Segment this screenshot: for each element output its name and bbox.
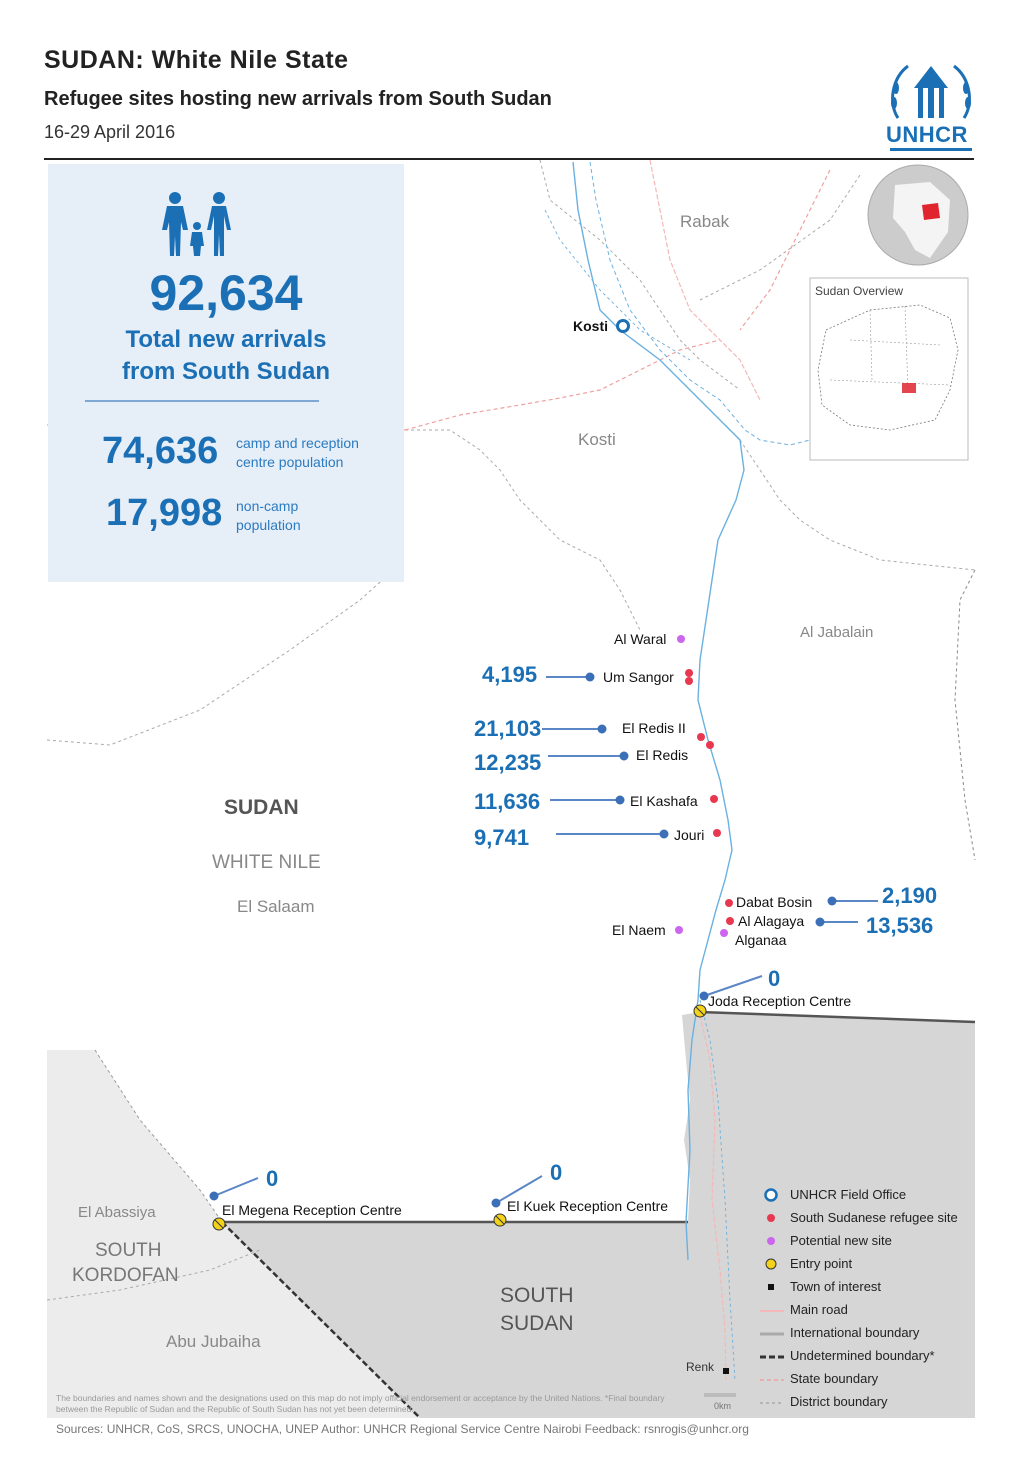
legend-state-boundary: State boundary bbox=[790, 1371, 879, 1386]
stats-panel bbox=[48, 164, 404, 582]
total-arrivals-label-line2: from South Sudan bbox=[122, 358, 330, 385]
sudan-overview-inset bbox=[810, 278, 968, 460]
inset-title: Sudan Overview bbox=[815, 284, 904, 298]
map-subtitle: Refugee sites hosting new arrivals from South Sudan bbox=[44, 88, 552, 110]
map-date: 16-29 April 2016 bbox=[44, 122, 176, 142]
entry-value-joda: 0 bbox=[768, 966, 781, 991]
camp-population-value: 74,636 bbox=[102, 430, 219, 472]
region-al-jabalain: Al Jabalain bbox=[800, 624, 874, 641]
legend-refugee-site: South Sudanese refugee site bbox=[790, 1210, 958, 1225]
legend-field-office: UNHCR Field Office bbox=[790, 1187, 907, 1202]
header-rule bbox=[44, 158, 974, 160]
legend-entry-point: Entry point bbox=[790, 1256, 853, 1271]
region-el-abassiya: El Abassiya bbox=[78, 1204, 156, 1221]
entry-label-joda: Joda Reception Centre bbox=[708, 993, 852, 1009]
region-south-kordofan-1: SOUTH bbox=[95, 1240, 162, 1261]
map-disclaimer: The boundaries and names shown and the designations used on this map do not imply official endorsement or acceptance by the United Nations. *Final boundary between the Republic of Sudan and the Republic of South Sudan has not yet been determined. bbox=[56, 1393, 665, 1414]
legend-undetermined-boundary: Undetermined boundary* bbox=[790, 1348, 935, 1363]
kosti-field-office-marker bbox=[618, 321, 629, 332]
unhcr-logo bbox=[884, 58, 978, 154]
site-label-el-naem: El Naem bbox=[612, 922, 666, 938]
entry-label-el-kuek: El Kuek Reception Centre bbox=[507, 1198, 669, 1214]
legend-town: Town of interest bbox=[790, 1279, 882, 1294]
renk-town-marker bbox=[723, 1368, 729, 1374]
unhcr-logo-text: UNHCR bbox=[886, 122, 968, 147]
site-label-dabat-bosin: Dabat Bosin bbox=[736, 894, 813, 910]
entry-label-el-megena: El Megena Reception Centre bbox=[222, 1202, 402, 1218]
total-arrivals-label bbox=[73, 324, 379, 388]
site-label-al-waral: Al Waral bbox=[614, 631, 667, 647]
total-arrivals-label-line1: Total new arrivals bbox=[125, 326, 327, 353]
globe-inset bbox=[868, 165, 968, 265]
site-label-jouri: Jouri bbox=[674, 827, 705, 843]
site-value-um-sangor: 4,195 bbox=[482, 662, 538, 687]
site-label-al-alagaya: Al Alagaya bbox=[738, 913, 805, 929]
map-title: SUDAN: White Nile State bbox=[44, 46, 349, 74]
legend-district-boundary: District boundary bbox=[790, 1394, 888, 1409]
site-value-jouri: 9,741 bbox=[474, 825, 530, 850]
site-value-dabat-bosin: 2,190 bbox=[882, 883, 938, 908]
family-icon bbox=[160, 192, 234, 258]
region-el-salaam: El Salaam bbox=[237, 897, 315, 916]
map-credits: Sources: UNHCR, CoS, SRCS, UNOCHA, UNEP Author: UNHCR Regional Service Centre Nairobi Feedback: rsnrogis@unhcr.org bbox=[56, 1422, 749, 1436]
site-label-el-redis-ii: El Redis II bbox=[622, 720, 686, 736]
scale-label: 0km bbox=[714, 1401, 732, 1411]
entry-value-el-megena: 0 bbox=[266, 1166, 279, 1191]
region-sudan: SUDAN bbox=[224, 796, 299, 819]
entry-value-el-kuek: 0 bbox=[550, 1160, 563, 1185]
region-south-sudan-2: SUDAN bbox=[500, 1312, 574, 1335]
site-label-alganaa: Alganaa bbox=[735, 932, 787, 948]
total-arrivals-value: 92,634 bbox=[149, 265, 303, 321]
town-kosti: Kosti bbox=[573, 318, 608, 334]
site-value-el-redis-ii: 21,103 bbox=[474, 716, 542, 741]
site-value-el-kashafa: 11,636 bbox=[474, 789, 541, 814]
legend-intl-boundary: International boundary bbox=[790, 1325, 920, 1340]
legend-potential-site: Potential new site bbox=[790, 1233, 892, 1248]
region-south-kordofan-2: KORDOFAN bbox=[72, 1265, 179, 1286]
noncamp-population-value: 17,998 bbox=[106, 492, 223, 534]
stats-divider bbox=[85, 400, 319, 402]
camp-population-label: camp and reception centre population bbox=[236, 435, 359, 470]
site-label-el-kashafa: El Kashafa bbox=[630, 793, 698, 809]
site-label-um-sangor: Um Sangor bbox=[603, 669, 674, 685]
legend-main-road: Main road bbox=[790, 1302, 848, 1317]
noncamp-population-label: non-camp population bbox=[236, 498, 301, 533]
region-south-sudan-1: SOUTH bbox=[500, 1284, 574, 1307]
region-rabak: Rabak bbox=[680, 212, 730, 231]
region-white-nile: WHITE NILE bbox=[212, 852, 321, 873]
site-label-el-redis: El Redis bbox=[636, 747, 689, 763]
legend bbox=[790, 1187, 958, 1417]
region-kosti: Kosti bbox=[578, 430, 616, 449]
site-value-al-alagaya: 13,536 bbox=[866, 913, 934, 938]
region-abu-jubaiha: Abu Jubaiha bbox=[166, 1332, 261, 1351]
site-value-el-redis: 12,235 bbox=[474, 750, 542, 775]
town-renk: Renk bbox=[686, 1360, 715, 1374]
